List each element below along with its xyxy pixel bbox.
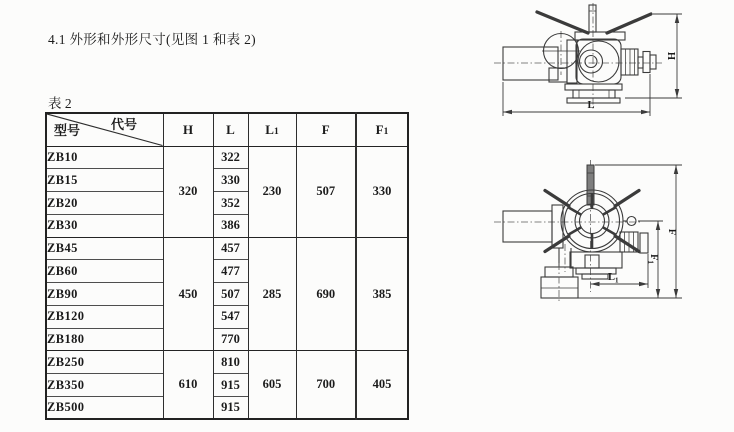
position-indicator	[623, 217, 636, 226]
f1-cell: 405	[356, 351, 408, 419]
f-cell: 690	[296, 237, 356, 351]
model-cell: ZB20	[46, 192, 163, 215]
l1-cell: 605	[248, 351, 296, 419]
actuator-outline-figure	[480, 0, 734, 370]
l-cell: 915	[213, 374, 248, 397]
h-cell: 450	[163, 237, 213, 351]
output-shaft	[638, 52, 656, 73]
l1-cell: 285	[248, 237, 296, 351]
dim-label-f1: $F_1$	[646, 254, 659, 264]
handle-bar-right	[607, 14, 651, 33]
handle-bar-left	[537, 12, 588, 33]
model-cell: ZB250	[46, 351, 163, 374]
col-header-f1: F1	[356, 113, 408, 146]
l-cell: 386	[213, 214, 248, 237]
gearbox-body	[576, 39, 621, 84]
f-cell: 700	[296, 351, 356, 419]
dim-label-h: H	[665, 51, 676, 61]
l1-cell: 230	[248, 146, 296, 237]
col-header-h: H	[163, 113, 213, 146]
l-cell: 457	[213, 237, 248, 260]
model-cell: ZB10	[46, 146, 163, 169]
header-row	[46, 113, 408, 146]
model-cell: ZB180	[46, 328, 163, 351]
figure-side-view	[494, 3, 682, 116]
model-cell: ZB90	[46, 283, 163, 306]
section-heading: 4.1 外形和外形尺寸(见图 1 和表 2)	[48, 32, 256, 47]
l-cell: 322	[213, 146, 248, 169]
col-header-l1: L1	[248, 113, 296, 146]
terminal-box	[541, 263, 578, 302]
table-row	[46, 146, 408, 169]
f1-cell: 330	[356, 146, 408, 237]
model-cell: ZB30	[46, 214, 163, 237]
f-cell: 507	[296, 146, 356, 237]
corner-label-code: 代号	[111, 117, 138, 132]
motor-cylinder-front	[503, 205, 563, 248]
table-caption: 表 2	[48, 96, 72, 111]
l-cell: 915	[213, 396, 248, 419]
model-cell: ZB120	[46, 305, 163, 328]
model-cell: ZB15	[46, 169, 163, 192]
dim-label-l: L	[587, 100, 595, 111]
dim-label-f: F	[666, 228, 677, 236]
h-cell: 610	[163, 351, 213, 419]
model-cell: ZB45	[46, 237, 163, 260]
col-header-l: L	[213, 113, 248, 146]
l-cell: 770	[213, 328, 248, 351]
f1-cell: 385	[356, 237, 408, 351]
table-row	[46, 237, 408, 260]
ribbed-coupling	[621, 49, 638, 75]
dimension-table	[45, 112, 409, 420]
dim-label-l1: $L_1$	[608, 272, 619, 285]
l-cell: 352	[213, 192, 248, 215]
corner-label-model: 型号	[54, 123, 81, 138]
l-cell: 507	[213, 283, 248, 306]
model-cell: ZB500	[46, 396, 163, 419]
corner-header-cell	[46, 113, 163, 146]
l-cell: 477	[213, 260, 248, 283]
motor-cylinder-side	[503, 47, 558, 80]
model-cell: ZB350	[46, 374, 163, 397]
l-cell: 330	[213, 169, 248, 192]
l-cell: 547	[213, 305, 248, 328]
table-row	[46, 351, 408, 374]
l-cell: 810	[213, 351, 248, 374]
col-header-f: F	[296, 113, 356, 146]
h-cell: 320	[163, 146, 213, 237]
stem	[589, 5, 596, 32]
figure-front-view	[494, 160, 682, 302]
model-cell: ZB60	[46, 260, 163, 283]
